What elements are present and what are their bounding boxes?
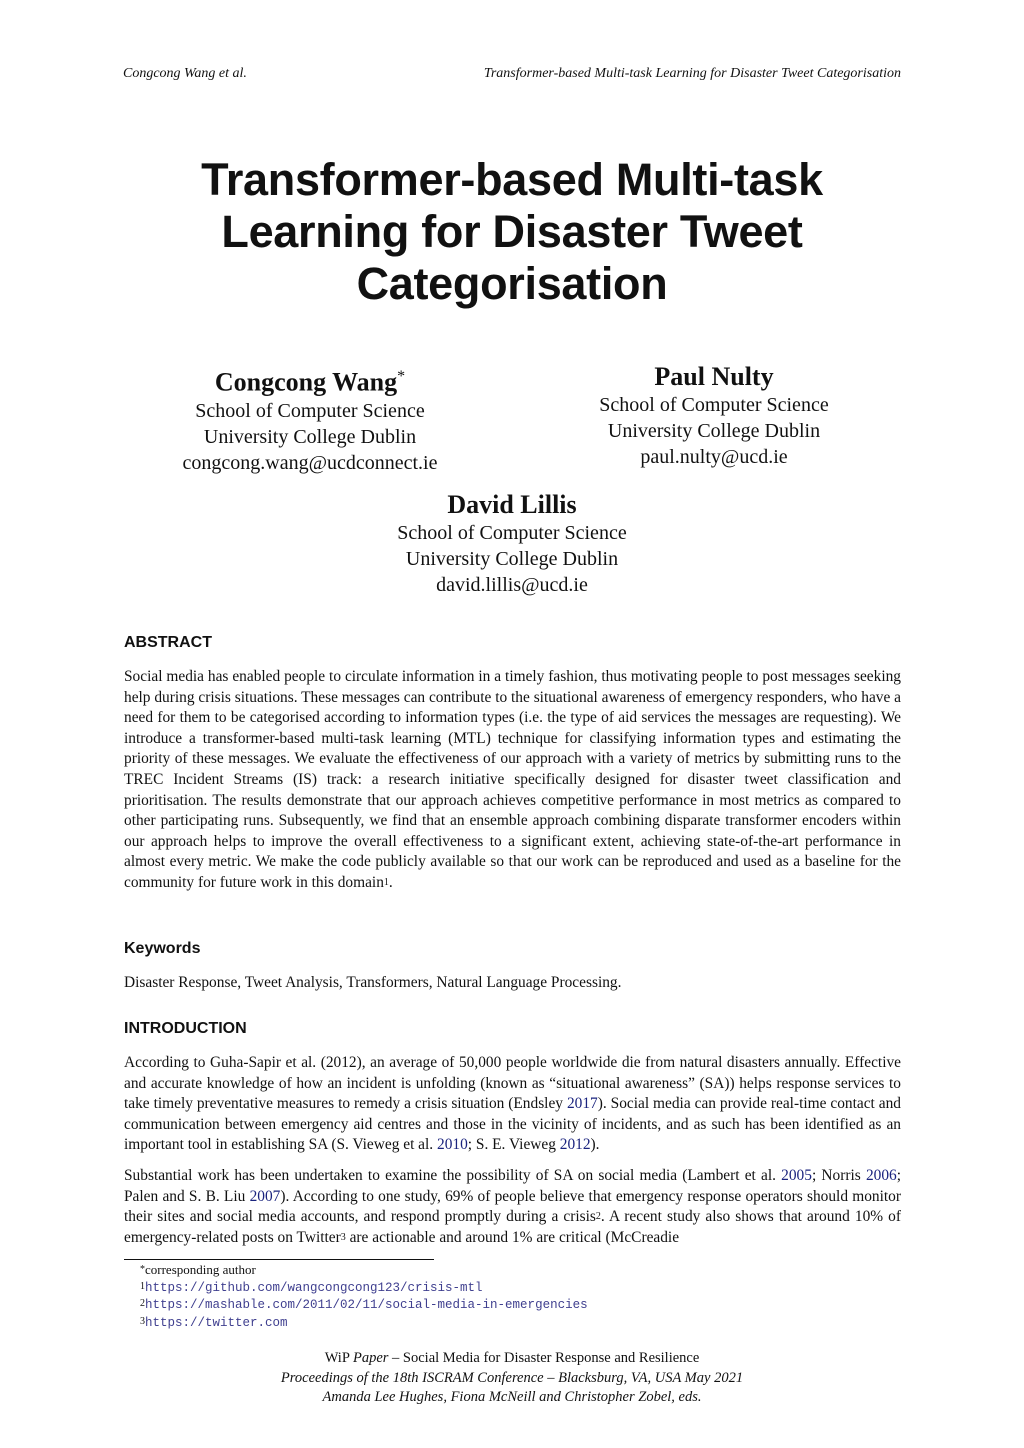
footnote-item: $^1$https://github.com/wangcongcong123/crisis-mtl: [140, 1280, 483, 1295]
author-department: School of Computer Science: [397, 522, 627, 544]
footer-proceedings: Proceedings of the 18th ISCRAM Conference – Blacksburg, VA, USA May 2021: [280, 1369, 744, 1386]
citation-link[interactable]: 2012: [559, 1136, 591, 1154]
corresponding-mark: *: [397, 368, 406, 385]
citation-link[interactable]: 2007: [249, 1187, 281, 1205]
keywords-heading: Keywords: [124, 940, 201, 957]
footnote-url[interactable]: https://github.com/wangcongcong123/crisis-mtl: [145, 1280, 483, 1295]
footnote-url[interactable]: https://mashable.com/2011/02/11/social-media-in-emergencies: [145, 1298, 588, 1312]
author-institution: University College Dublin: [405, 548, 619, 570]
author-email: paul.nulty@ucd.ie: [640, 446, 788, 468]
citation-link[interactable]: 2017: [566, 1095, 598, 1113]
author-department: School of Computer Science: [195, 399, 425, 422]
author-block-lillis: [362, 490, 662, 598]
citation-link[interactable]: 2010: [437, 1136, 468, 1154]
title-line: Transformer-based Multi-task: [201, 154, 823, 205]
abstract-text: Social media has enabled people to circulate information in a timely fashion, thus motivating people to post messages seeking help during crisis situations. These messages can contribute to the situational awareness of emergency responders, who have a need for them to be categorised according to information types (i.e. the type of aid services the messages are requesting). We introduce a transformer-based multi-task learning (MTL) technique for classifying information types and estimating the priority of these messages. We evaluate the effectiveness of our approach with a variety of metrics by submitting runs to the TREC Incident Streams (IS) track: a research initiative specifically designed for disaster tweet classification and prioritisation. The results demonstrate that our approach achieves competitive performance in most metrics as compared to other participating runs. Subsequently, we find that an ensemble approach combining disparate transformer encoders within our approach helps to improve the overall effectiveness to a significant extent, achieving state-of-the-art performance in almost every metric. We make the code publicly available so that our work can be reproduced and used as a baseline for the community for future work in this domain$^1$.: [124, 668, 901, 891]
introduction-paragraph: Substantial work has been undertaken to examine the possibility of SA on social media (Lambert et al. 2005; Norris 2006; Palen and S. B. Liu 2007). According to one study, 69% of people believe that emergency response operators should monitor their sites and social media accounts, and respond promptly during a crisis$^2$. A recent study also shows that around 10% of emergency-related posts on Twitter$^3$ are actionable and around 1% are critical (McCreadie: [124, 1167, 902, 1246]
footnote-corresponding: *corresponding author: [140, 1262, 256, 1277]
paper-title: [120, 154, 904, 310]
running-header-title: Transformer-based Multi-task Learning for Disaster Tweet Categorisation: [483, 66, 901, 81]
author-institution: University College Dublin: [203, 425, 417, 448]
footnote-ref[interactable]: 3: [340, 1231, 346, 1243]
page-footer: [0, 1349, 1024, 1408]
citation-link[interactable]: 2005: [781, 1167, 812, 1184]
author-email: congcong.wang@ucdconnect.ie: [182, 451, 438, 474]
author-name: Paul Nulty: [654, 362, 774, 391]
author-block-nulty: [564, 362, 864, 470]
keywords-text: Disaster Response, Tweet Analysis, Transformers, Natural Language Processing.: [124, 974, 622, 991]
author-department: School of Computer Science: [599, 394, 829, 416]
footnote-ref[interactable]: 1: [383, 876, 389, 888]
footer-track: WiP Paper – Social Media for Disaster Response and Resilience: [324, 1350, 700, 1366]
footnote-item: $^2$https://mashable.com/2011/02/11/social-media-in-emergencies: [140, 1298, 588, 1312]
author-name: Congcong Wang*: [214, 367, 406, 397]
footnote-url[interactable]: https://twitter.com: [145, 1315, 288, 1330]
author-block-wang: [160, 362, 460, 476]
author-institution: University College Dublin: [607, 420, 821, 442]
title-line: Categorisation: [356, 258, 668, 309]
abstract-heading: ABSTRACT: [124, 634, 212, 651]
footnote-item: $^3$https://twitter.com: [140, 1315, 288, 1330]
introduction-heading: INTRODUCTION: [124, 1020, 247, 1037]
footnotes: [140, 1262, 588, 1331]
citation-link[interactable]: 2006: [865, 1167, 897, 1184]
author-name: David Lillis: [447, 490, 577, 519]
title-line: Learning for Disaster Tweet: [221, 206, 803, 257]
running-header-authors: Congcong Wang et al.: [123, 66, 247, 81]
author-email: david.lillis@ucd.ie: [436, 574, 588, 596]
introduction-paragraph: According to Guha-Sapir et al. (2012), an average of 50,000 people worldwide die from natural disasters annually. Effective and accurate knowledge of how an incident is unfolding (known as “situational awareness” (SA)) helps response services to take timely preventative measures to remedy a crisis situation (Endsley 2017). Social media can provide real-time contact and communication between emergency aid centres and those in the vicinity of incidents, and as such has been identified as an important tool in establishing SA (S. Vieweg et al. 2010; S. E. Vieweg 2012).: [124, 1054, 901, 1154]
footer-editors: Amanda Lee Hughes, Fiona McNeill and Christopher Zobel, eds.: [322, 1389, 702, 1405]
footnote-ref[interactable]: 2: [595, 1211, 601, 1223]
footnote-divider: [124, 1259, 434, 1260]
